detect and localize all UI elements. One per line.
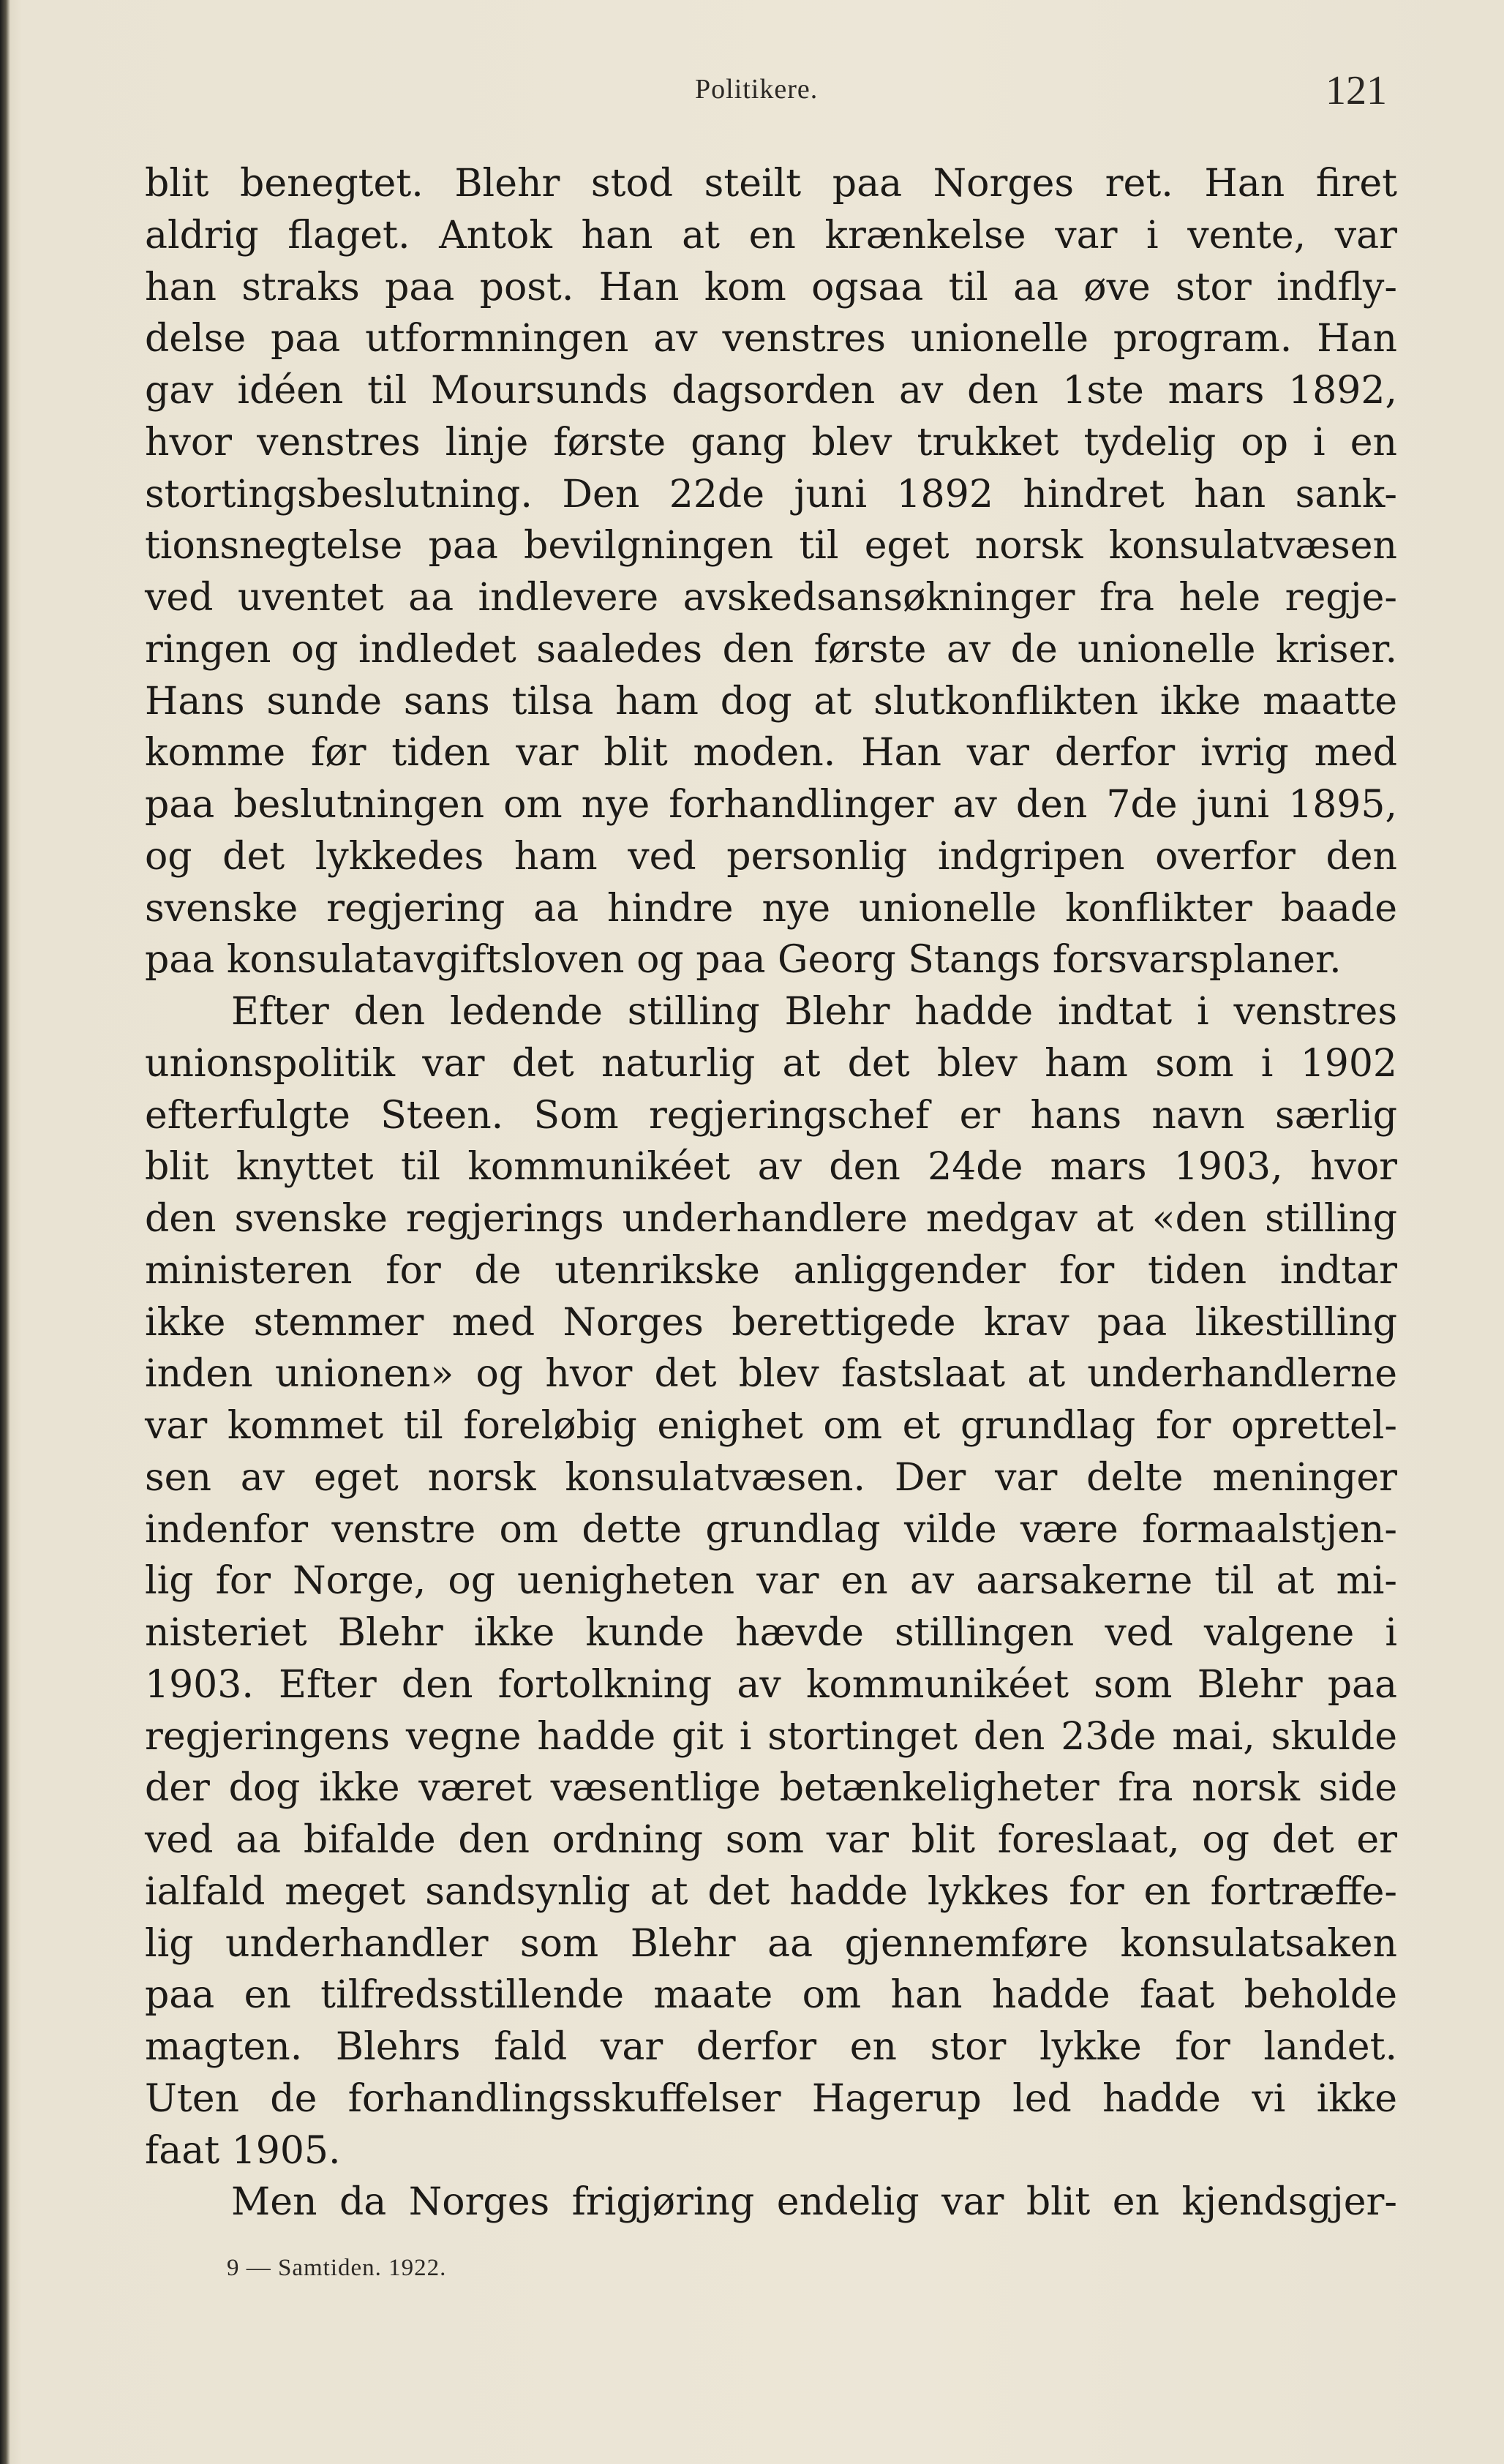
text-line: lig underhandler som Blehr aa gjennemføre konsulatsaken [145,1921,1397,1966]
text-line: ministeren for de utenrikske anliggender for tiden indtar [145,1248,1397,1293]
text-line: blit knyttet til kommunikéet av den 24de mars 1903, hvor [145,1145,1397,1190]
text-line: tionsnegtelse paa bevilgningen til eget norsk konsulatvæsen [145,524,1397,568]
text-line: han straks paa post. Han kom ogsaa til aa øve stor indfly- [145,265,1397,309]
text-line: magten. Blehrs fald var derfor en stor lykke for landet. [145,2025,1397,2069]
text-line: paa beslutningen om nye forhandlinger av den 7de juni 1895, [145,783,1397,827]
text-line: unionspolitik var det naturlig at det blev ham som i 1902 [145,1041,1397,1086]
text-line: blit benegtet. Blehr stod steilt paa Norges ret. Han firet [145,162,1397,206]
text-line: Hans sunde sans tilsa ham dog at slutkonflikten ikke maatte [145,679,1397,724]
text-line: komme før tiden var blit moden. Han var derfor ivrig med [145,731,1397,775]
page-number: 121 [1326,68,1387,113]
page-spine-shadow [0,0,10,2464]
text-line-paragraph-start: Men da Norges frigjøring endelig var blit en kjendsgjer- [231,2180,1397,2225]
text-line: efterfulgte Steen. Som regjeringschef er hans navn særlig [145,1093,1397,1138]
text-line: ved uventet aa indlevere avskedsansøkninger fra hele regje- [145,576,1397,620]
text-line: Uten de forhandlingsskuffelser Hagerup led hadde vi ikke [145,2076,1397,2121]
text-line: ialfald meget sandsynlig at det hadde lykkes for en fortræffe- [145,1869,1397,1914]
text-line: paa konsulatavgiftsloven og paa Georg Stangs forsvarsplaner. [145,938,1342,983]
text-line-paragraph-start: Efter den ledende stilling Blehr hadde indtat i venstres [231,990,1397,1034]
text-line: inden unionen» og hvor det blev fastslaat at underhandlerne [145,1352,1397,1397]
text-line: svenske regjering aa hindre nye unionelle konflikter baade [145,886,1397,931]
text-line: gav idéen til Moursunds dagsorden av den 1ste mars 1892, [145,369,1397,413]
body-text [145,158,1397,2228]
text-line: lig for Norge, og uenigheten var en av aarsakerne til at mi- [145,1559,1397,1604]
text-line: delse paa utformningen av venstres unionelle program. Han [145,317,1397,361]
text-line: nisteriet Blehr ikke kunde hævde stillingen ved valgene i [145,1611,1397,1655]
text-line: 1903. Efter den fortolkning av kommunikéet som Blehr paa [145,1662,1397,1707]
text-line: og det lykkedes ham ved personlig indgripen overfor den [145,834,1397,879]
text-line: ringen og indledet saaledes den første av de unionelle kriser. [145,627,1397,672]
text-line: faat 1905. [145,2128,341,2173]
running-title: Politikere. [695,74,819,105]
text-line: aldrig flaget. Antok han at en krænkelse var i vente, var [145,213,1397,258]
text-line: ikke stemmer med Norges berettigede krav paa likestilling [145,1300,1397,1345]
text-line: indenfor venstre om dette grundlag vilde være formaalstjen- [145,1507,1397,1552]
text-line: den svenske regjerings underhandlere medgav at «den stilling [145,1197,1397,1241]
text-line: sen av eget norsk konsulatvæsen. Der var delte meninger [145,1455,1397,1500]
text-line: ved aa bifalde den ordning som var blit foreslaat, og det er [145,1818,1397,1862]
text-line: der dog ikke været væsentlige betænkeligheter fra norsk side [145,1766,1397,1811]
signature-footer: 9 — Samtiden. 1922. [227,2255,447,2281]
text-line: stortingsbeslutning. Den 22de juni 1892 hindret han sank- [145,472,1397,517]
text-line: paa en tilfredsstillende maate om han hadde faat beholde [145,1973,1397,2018]
text-line: hvor venstres linje første gang blev trukket tydelig op i en [145,420,1397,465]
text-line: var kommet til foreløbig enighet om et grundlag for oprettel- [145,1404,1397,1448]
text-line: regjeringens vegne hadde git i stortinget den 23de mai, skulde [145,1714,1397,1759]
